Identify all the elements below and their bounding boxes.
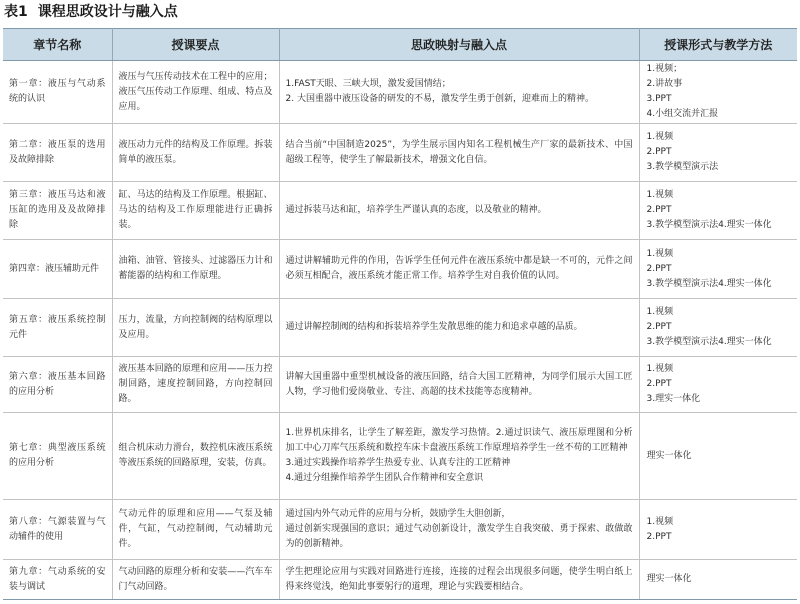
ideology-cell: 学生把理论应用与实践对回路进行连接，连接的过程会出现很多问题，使学生明白纸上得来终觉浅，绝知此事要躬行的道理，理论与实践要相结合。 — [279, 560, 639, 600]
table-row — [3, 413, 797, 500]
method-item: 2.PPT — [646, 263, 672, 274]
table-row — [3, 182, 797, 240]
points-cell: 组合机床动力滑台，数控机床液压系统等液压系统的回路原理，安装，仿真。 — [112, 413, 279, 500]
ideology-line: 2. 大国重器中液压设备的研发的不易，激发学生勇于创新，迎难而上的精神。 — [285, 94, 594, 104]
header-teaching-points: 授课要点 — [112, 29, 279, 61]
method-item: 1.视频 — [646, 307, 674, 317]
methods-cell — [639, 357, 797, 413]
table-row — [3, 500, 797, 560]
table-header-row — [3, 29, 797, 61]
points-cell: 油箱、油管、管接头、过滤器压力计和蓄能器的结构和工作原理。 — [112, 240, 279, 299]
chapter-cell: 第二章：液压泵的选用及故障排除 — [3, 124, 112, 182]
points-cell: 压力，流量，方向控制阀的结构原理以及应用。 — [112, 299, 279, 357]
ideology-cell: 通过讲解控制阀的结构和拆装培养学生发散思维的能力和追求卓越的品质。 — [279, 299, 639, 357]
ideology-line: 1.世界机床排名，让学生了解差距，激发学习热情。2.通过识读气、液压原理图和分析加工中心刀库气压系统和数控车床卡盘液压系统工作原理培养学生一丝不苟的工匠精神 — [285, 428, 633, 453]
header-chapter: 章节名称 — [3, 29, 112, 61]
chapter-cell: 第四章：液压辅助元件 — [3, 240, 112, 299]
ideology-cell — [279, 413, 639, 500]
ideology-line: 通过国内外气动元件的应用与分析，鼓励学生大胆创新， — [285, 509, 511, 519]
method-item: 1.视频 — [646, 248, 674, 259]
points-cell: 液压基本回路的原理和应用——压力控制回路，速度控制回路，方向控制回路。 — [112, 357, 279, 413]
method-item: 2.PPT — [646, 531, 672, 542]
ideology-cell: 讲解大国重器中重型机械设备的液压回路，结合大国工匠精神，为同学们展示大国工匠人物，学习他们爱岗敬业、专注、高超的技术技能等态度精神。 — [279, 357, 639, 413]
method-item: 3.教学模型演示法4.理实一体化 — [646, 337, 772, 347]
table-title: 课程思政设计与融入点 — [37, 4, 178, 20]
method-item: 3.PPT — [646, 94, 672, 104]
method-item: 4.小组交流并汇报 — [646, 109, 719, 119]
method-item: 2.PPT — [646, 147, 672, 157]
method-item: 2.PPT — [646, 205, 672, 215]
method-item: 理实一体化 — [646, 574, 692, 584]
header-methods: 授课形式与教学方法 — [639, 29, 797, 61]
points-cell: 气动回路的原理分析和安装——汽车车门气动回路。 — [112, 560, 279, 600]
method-item: 理实一体化 — [646, 450, 692, 461]
table-row — [3, 61, 797, 124]
methods-cell — [639, 560, 797, 600]
method-item: 3.教学模型演示法4.理实一体化 — [646, 278, 772, 289]
method-item: 3.理实一体化 — [646, 394, 701, 404]
points-cell: 液压与气压传动技术在工程中的应用；液压气压传动工作原理、组成、特点及应用。 — [112, 61, 279, 124]
method-item: 1.视频 — [646, 132, 674, 142]
ideology-cell: 通过讲解辅助元件的作用，告诉学生任何元件在液压系统中都是缺一不可的，元件之间必须互相配合，液压系统才能正常工作。培养学生对自我价值的认同。 — [279, 240, 639, 299]
methods-cell — [639, 413, 797, 500]
chapter-cell: 第一章：液压与气动系统的认识 — [3, 61, 112, 124]
method-item: 2.PPT — [646, 322, 672, 332]
ideology-line: 3.通过实践操作培养学生热爱专业、认真专注的工匠精神 — [285, 458, 511, 468]
method-item: 3.教学模型演示法 — [646, 162, 719, 172]
table-row — [3, 560, 797, 600]
ideology-line: 1.FAST天眼、三峡大坝，激发爱国情结； — [285, 79, 451, 89]
ideology-cell: 结合当前“中国制造2025”，为学生展示国内知名工程机械生产厂家的最新技术、中国超级工程等，使学生了解最新技术，增强文化自信。 — [279, 124, 639, 182]
methods-cell — [639, 299, 797, 357]
methods-cell — [639, 500, 797, 560]
table-caption — [4, 3, 178, 21]
methods-cell — [639, 124, 797, 182]
chapter-cell: 第三章：液压马达和液压缸的选用及及故障排除 — [3, 182, 112, 240]
method-item: 1.视频 — [646, 364, 674, 374]
chapter-cell: 第七章：典型液压系统的应用分析 — [3, 413, 112, 500]
points-cell: 缸、马达的结构及工作原理。根据缸、马达的结构及工作原理能进行正确拆装。 — [112, 182, 279, 240]
course-design-table — [3, 28, 797, 600]
methods-cell — [639, 61, 797, 124]
header-ideology-mapping: 思政映射与融入点 — [279, 29, 639, 61]
points-cell: 气动元件的原理和应用——气泵及辅件，气缸，气动控制阀，气动辅助元件。 — [112, 500, 279, 560]
method-item: 1.视频 — [646, 190, 674, 200]
table-row — [3, 240, 797, 299]
chapter-cell: 第八章：气源装置与气动辅件的使用 — [3, 500, 112, 560]
ideology-cell — [279, 500, 639, 560]
chapter-cell: 第五章：液压系统控制元件 — [3, 299, 112, 357]
method-item: 1.视频； — [646, 64, 683, 74]
ideology-line: 4.通过分组操作培养学生团队合作精神和安全意识 — [285, 473, 484, 483]
table-row — [3, 357, 797, 413]
methods-cell — [639, 240, 797, 299]
table-number: 表1 — [4, 4, 28, 20]
ideology-cell — [279, 61, 639, 124]
method-item: 2.讲故事 — [646, 79, 683, 89]
method-item: 3.教学模型演示法4.理实一体化 — [646, 220, 772, 230]
method-item: 2.PPT — [646, 379, 672, 389]
table-row — [3, 124, 797, 182]
points-cell: 液压动力元件的结构及工作原理。拆装简单的液压泵。 — [112, 124, 279, 182]
ideology-line: 通过创新实现强国的意识；通过气动创新设计，激发学生自我突破、勇于探索、敢做敢为的创新精神。 — [285, 524, 633, 549]
ideology-cell: 通过拆装马达和缸，培养学生严谨认真的态度，以及敬业的精神。 — [279, 182, 639, 240]
table-row — [3, 299, 797, 357]
methods-cell — [639, 182, 797, 240]
method-item: 1.视频 — [646, 516, 674, 527]
chapter-cell: 第六章：液压基本回路的应用分析 — [3, 357, 112, 413]
chapter-cell: 第九章：气动系统的安装与调试 — [3, 560, 112, 600]
